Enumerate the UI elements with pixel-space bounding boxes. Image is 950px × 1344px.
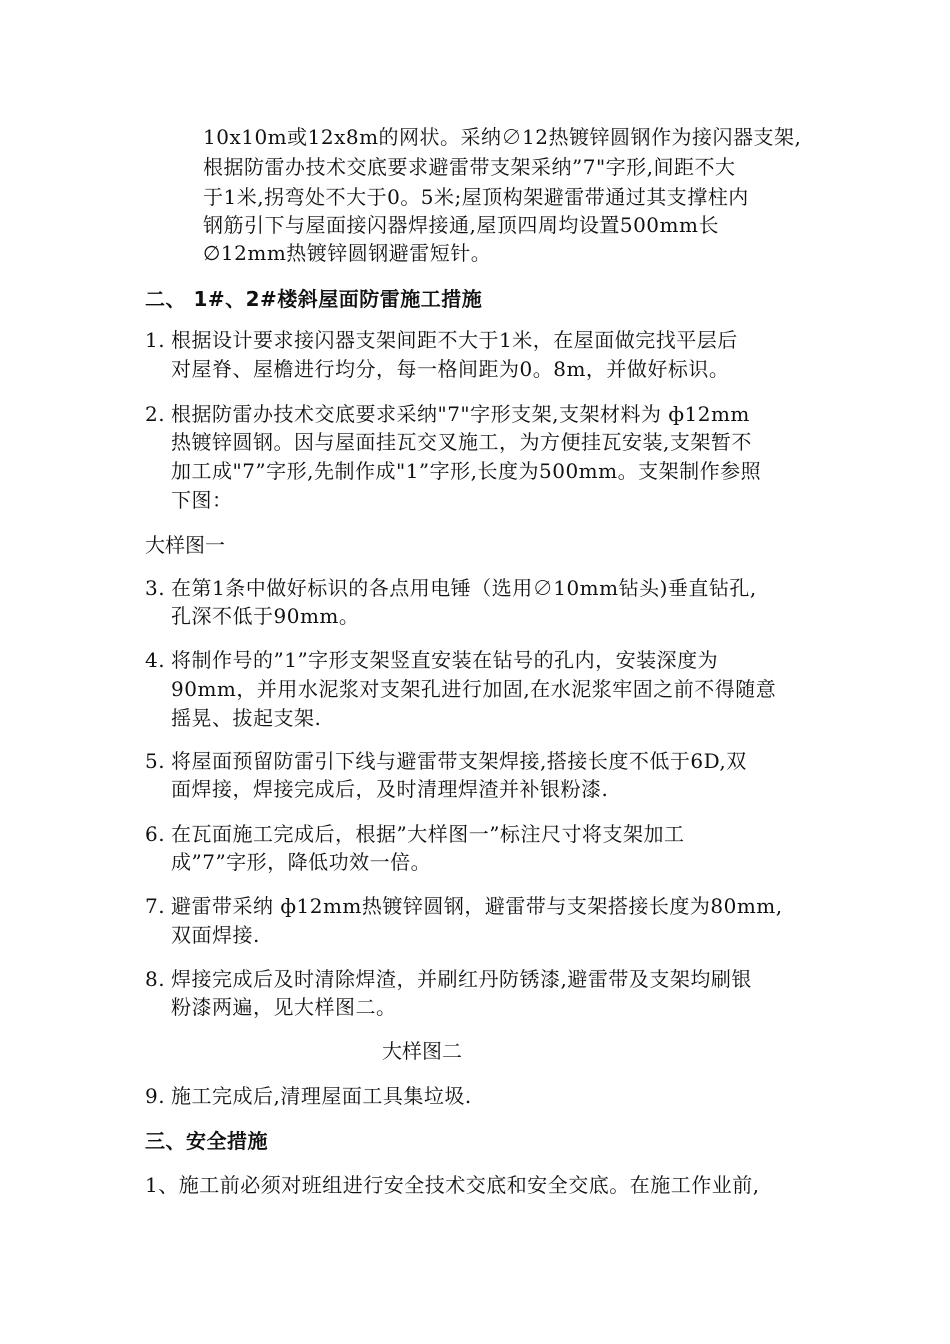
list-item-2-line-1: 2. 根据防雷办技术交底要求采纳"7"字形支架,支架材料为 ф12mm xyxy=(145,399,750,429)
list-item-1-line-2: 对屋脊、屋檐进行均分，每一格间距为0。8m，并做好标识。 xyxy=(171,357,730,381)
list-item-4-line-2: 90mm，并用水泥浆对支架孔进行加固,在水泥浆牢固之前不得随意 xyxy=(171,677,777,701)
list-number: 4. xyxy=(145,648,166,672)
list-item-6-line-2: 成”7”字形，降低功效一倍。 xyxy=(171,850,432,874)
list-item-8-line-2: 粉漆两遍，见大样图二。 xyxy=(171,995,397,1019)
list-item-1-line-1: 1. 根据设计要求接闪器支架间距不大于1米，在屋面做完找平层后 xyxy=(145,325,738,355)
list-item-4-line-3: 摇晃、拔起支架. xyxy=(171,706,322,730)
figure-caption-2: 大样图二 xyxy=(382,1039,462,1063)
list-item-6-line-1: 6. 在瓦面施工完成后，根据”大样图一”标注尺寸将支架加工 xyxy=(145,819,684,849)
list-item-2-line-4: 下图： xyxy=(171,488,233,512)
section-heading-2: 二、 1#、2#楼斜屋面防雷施工措施 xyxy=(145,287,483,311)
intro-line-2: 根据防雷办技术交底要求避雷带支架采纳”7"字形,间距不大 xyxy=(203,155,736,179)
list-number: 5. xyxy=(145,749,166,773)
list-number: 2. xyxy=(145,402,166,426)
list-item-8-line-1: 8. 焊接完成后及时清除焊渣，并刷红丹防锈漆,避雷带及支架均刷银 xyxy=(145,964,752,994)
intro-line-3: 于1米,拐弯处不大于0。5米;屋顶构架避雷带通过其支撑柱内 xyxy=(203,185,749,209)
list-item-5-line-1: 5. 将屋面预留防雷引下线与避雷带支架焊接,搭接长度不低于6D,双 xyxy=(145,746,747,776)
list-number: 9. xyxy=(145,1084,166,1108)
intro-line-5: ∅12mm热镀锌圆钢避雷短针。 xyxy=(203,241,492,265)
list-item-5-line-2: 面焊接，焊接完成后，及时清理焊渣并补银粉漆. xyxy=(171,777,609,801)
figure-caption-1: 大样图一 xyxy=(145,533,225,557)
list-number: 3. xyxy=(145,576,166,600)
list-item-3-line-2: 孔深不低于90mm。 xyxy=(171,604,360,628)
list-item-9-line-1: 9. 施工完成后,清理屋面工具集垃圾. xyxy=(145,1081,472,1111)
list-number: 6. xyxy=(145,822,166,846)
intro-line-4: 钢筋引下与屋面接闪器焊接通,屋顶四周均设置500mm长 xyxy=(203,213,719,237)
list-item-2-line-3: 加工成"7”字形,先制作成"1”字形,长度为500mm。支架制作参照 xyxy=(171,459,762,483)
list-item-3-line-1: 3. 在第1条中做好标识的各点用电锤（选用∅10mm钻头)垂直钻孔, xyxy=(145,573,757,603)
list-item-4-line-1: 4. 将制作号的”1”字形支架竖直安装在钻号的孔内，安装深度为 xyxy=(145,645,718,675)
list-item-2-line-2: 热镀锌圆钢。因与屋面挂瓦交叉施工，为方便挂瓦安装,支架暂不 xyxy=(171,430,752,454)
list-item-7-line-1: 7. 避雷带采纳 ф12mm热镀锌圆钢，避雷带与支架搭接长度为80mm, xyxy=(145,891,783,921)
section3-line-1: 1、施工前必须对班组进行安全技术交底和安全交底。在施工作业前, xyxy=(145,1173,760,1197)
list-item-7-line-2: 双面焊接. xyxy=(171,923,260,947)
list-number: 7. xyxy=(145,894,166,918)
section-heading-3: 三、安全措施 xyxy=(145,1129,268,1153)
intro-line-1: 10x10m或12x8m的网状。采纳∅12热镀锌圆钢作为接闪器支架, xyxy=(203,125,802,149)
list-number: 8. xyxy=(145,967,166,991)
list-number: 1. xyxy=(145,328,166,352)
